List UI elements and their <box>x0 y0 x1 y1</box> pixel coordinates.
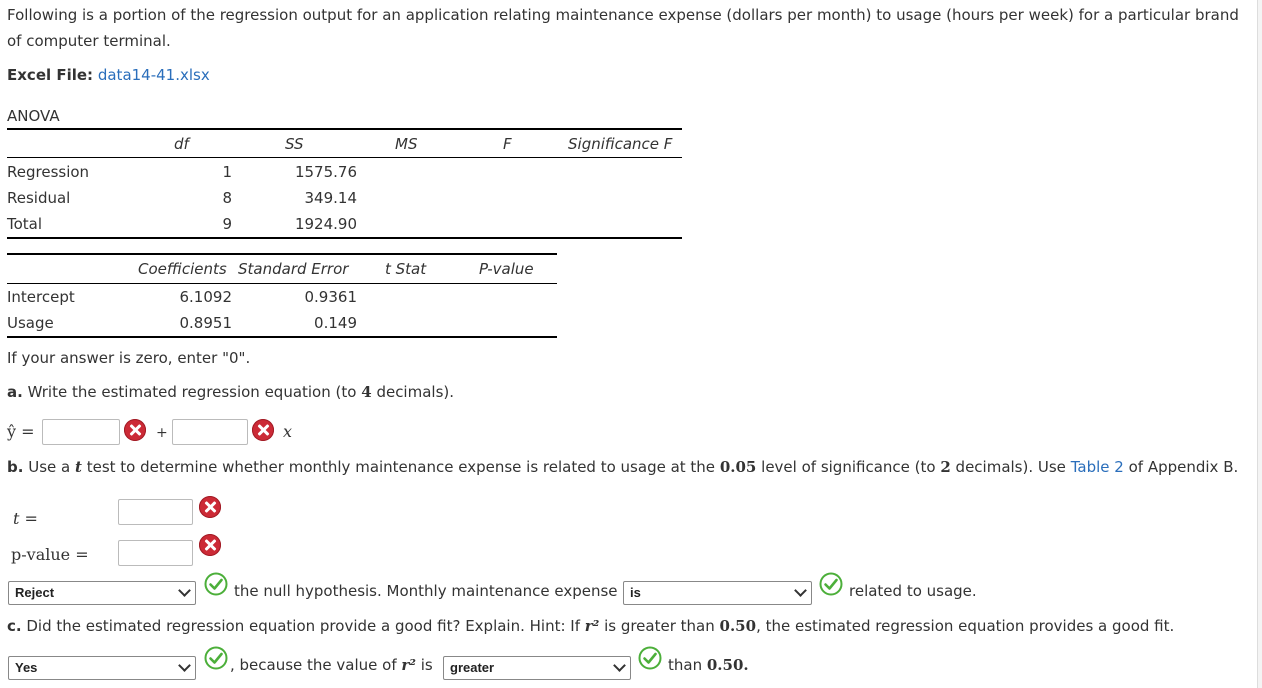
part-c-text: is greater than <box>604 617 715 635</box>
anova-row-label: Regression <box>7 163 90 181</box>
anova-header-significance-f: Significance F <box>568 135 673 153</box>
comparison-select[interactable]: greater <box>443 656 631 680</box>
because-is: is <box>420 656 433 674</box>
part-b-prompt <box>7 458 1238 476</box>
part-c-threshold: 0.50 <box>719 617 757 635</box>
anova-header-rule <box>7 157 682 158</box>
incorrect-icon <box>124 419 146 441</box>
null-hypothesis-text: the null hypothesis. Monthly maintenance expense <box>234 582 618 600</box>
intro-text: Following is a portion of the regression output for an application relating maintenance expense (dollars per month) to usage (hours per week) for a particular brand <box>7 6 1239 24</box>
because-text: , because the value of <box>230 656 397 674</box>
anova-header-df: df <box>174 135 189 153</box>
p-value-label: p-value = <box>11 545 89 564</box>
coef-row-label: Intercept <box>7 288 75 306</box>
excel-file-line <box>7 66 210 84</box>
anova-top-rule <box>7 128 682 130</box>
part-c-r2: r² <box>584 617 600 635</box>
part-a-text: Write the estimated regression equation (to <box>27 383 357 401</box>
incorrect-icon <box>199 496 221 518</box>
anova-row-df: 9 <box>222 215 232 233</box>
part-b-text: level of significance (to <box>761 458 936 476</box>
part-b-t: t <box>74 458 82 476</box>
chevron-down-icon <box>794 584 807 597</box>
anova-header-ms: MS <box>395 135 418 153</box>
slope-input[interactable] <box>172 419 248 445</box>
part-c-text: Did the estimated regression equation provide a good fit? Explain. Hint: If <box>26 617 581 635</box>
because-text-line <box>230 656 433 674</box>
t-stat-input[interactable] <box>118 499 193 525</box>
p-value-input[interactable] <box>118 540 193 566</box>
t-label: t = <box>13 509 38 528</box>
anova-bottom-rule <box>7 237 682 239</box>
part-c-letter: c. <box>7 617 22 635</box>
intercept-input[interactable] <box>42 419 120 445</box>
anova-row-label: Residual <box>7 189 71 207</box>
part-a-prompt <box>7 383 454 401</box>
anova-row-ss: 1924.90 <box>294 215 357 233</box>
coef-bottom-rule <box>7 336 557 338</box>
yhat-label: ŷ = <box>7 422 35 441</box>
coef-row-standard-error: 0.149 <box>314 314 357 332</box>
part-b-alpha: 0.05 <box>719 458 757 476</box>
excel-file-link[interactable]: data14-41.xlsx <box>97 66 210 84</box>
anova-row-ss: 1575.76 <box>294 163 357 181</box>
anova-header-ss: SS <box>285 135 304 153</box>
coef-header-rule <box>7 283 557 284</box>
anova-header-f: F <box>503 135 512 153</box>
x-variable: x <box>283 422 293 441</box>
relation-select[interactable]: is <box>623 581 812 605</box>
because-r2: r² <box>401 656 416 674</box>
anova-title: ANOVA <box>7 107 60 125</box>
than-value: 0.50. <box>706 656 749 674</box>
chevron-down-icon <box>613 659 626 672</box>
part-b-text: decimals). Use <box>955 458 1066 476</box>
anova-row-label: Total <box>7 215 43 233</box>
coef-row-coefficient: 0.8951 <box>179 314 232 332</box>
coef-top-rule <box>7 253 557 255</box>
anova-row-df: 1 <box>222 163 232 181</box>
part-a-decimals: 4 <box>361 383 372 401</box>
zero-note: If your answer is zero, enter "0". <box>7 349 251 367</box>
check-icon <box>819 572 843 596</box>
anova-row-ss: 349.14 <box>304 189 357 207</box>
check-icon <box>638 646 662 670</box>
coef-row-standard-error: 0.9361 <box>304 288 357 306</box>
coef-header-standard-error: Standard Error <box>238 260 349 278</box>
part-b-text: of Appendix B. <box>1128 458 1239 476</box>
part-b-letter: b. <box>7 458 24 476</box>
than-text-line <box>668 656 749 674</box>
incorrect-icon <box>199 534 221 556</box>
check-icon <box>204 572 228 596</box>
intro-text-continued: of computer terminal. <box>7 32 171 50</box>
plus-sign: + <box>156 425 168 441</box>
table-2-link[interactable]: Table 2 <box>1070 458 1124 476</box>
check-icon <box>204 646 228 670</box>
coef-row-coefficient: 6.1092 <box>179 288 232 306</box>
part-c-text: , the estimated regression equation provides a good fit. <box>756 617 1175 635</box>
part-b-text: test to determine whether monthly maintenance expense is related to usage at the <box>86 458 716 476</box>
part-a-text-end: decimals). <box>376 383 455 401</box>
part-a-letter: a. <box>7 383 23 401</box>
related-text: related to usage. <box>849 582 977 600</box>
incorrect-icon <box>252 419 274 441</box>
good-fit-select[interactable]: Yes <box>8 656 196 680</box>
part-b-decimals: 2 <box>940 458 951 476</box>
coef-header-coefficients: Coefficients <box>138 260 227 278</box>
excel-file-label: Excel File: <box>7 66 94 84</box>
decision-select[interactable]: Reject <box>8 581 196 605</box>
anova-row-df: 8 <box>222 189 232 207</box>
chevron-down-icon <box>178 584 191 597</box>
coef-header-t-stat: t Stat <box>385 260 427 278</box>
than-text: than <box>668 656 703 674</box>
part-b-text: Use a <box>28 458 71 476</box>
chevron-down-icon <box>178 659 191 672</box>
part-c-prompt <box>7 617 1174 635</box>
scrollbar[interactable] <box>1257 0 1262 688</box>
coef-row-label: Usage <box>7 314 54 332</box>
coef-header-p-value: P-value <box>479 260 534 278</box>
